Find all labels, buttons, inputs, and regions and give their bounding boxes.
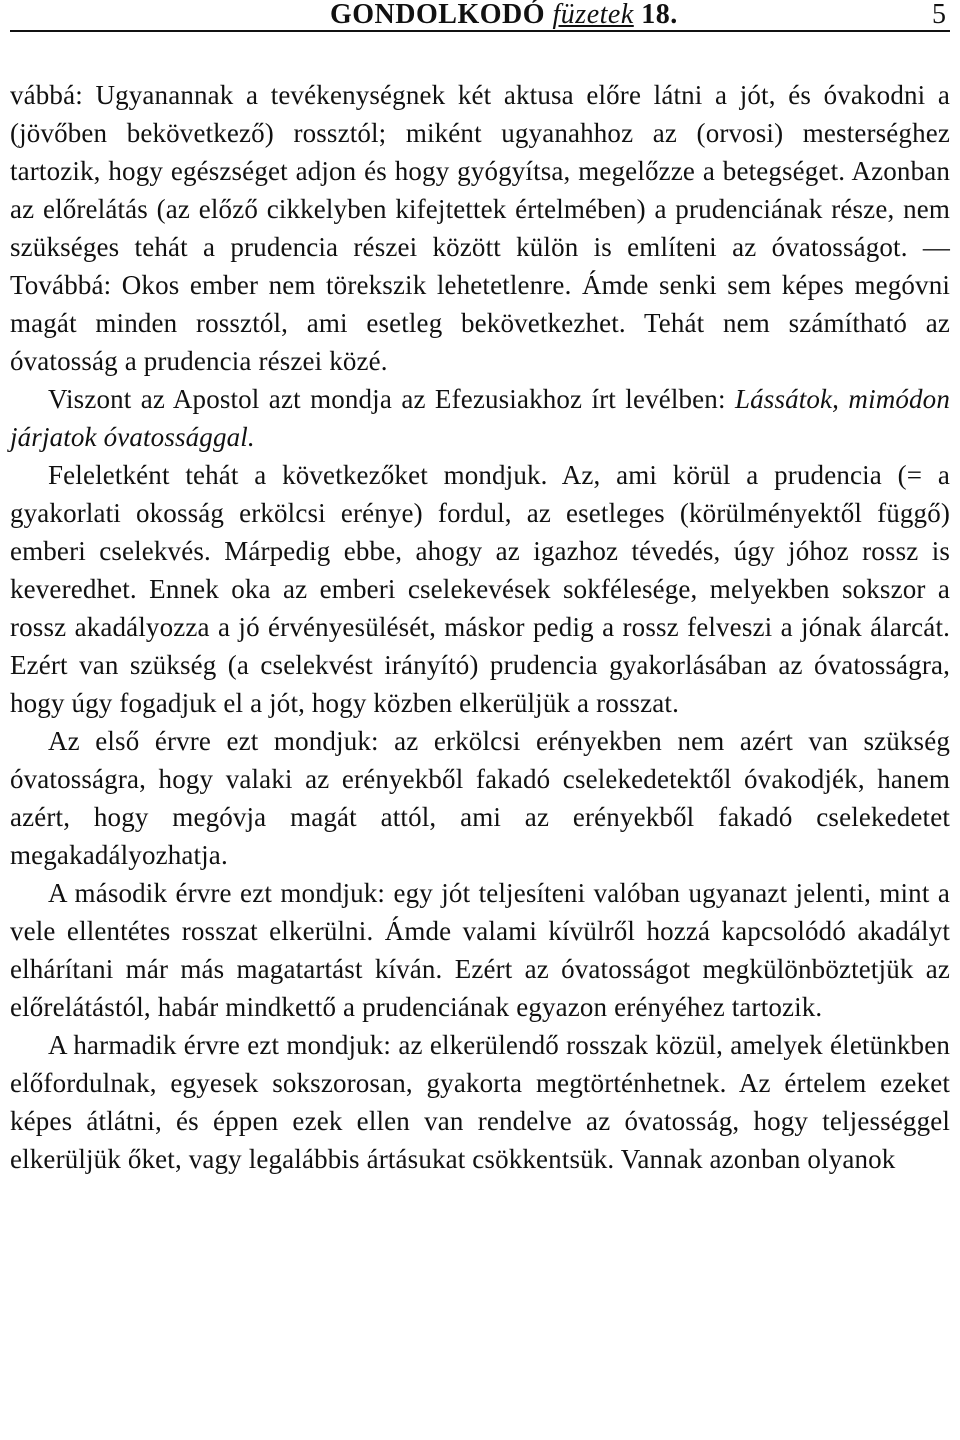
paragraph-4: Az első érvre ezt mondjuk: az erkölcsi erényekben nem azért van szükség óvatosságra, hogy valaki az erényekből fakadó cselekedetektől óvakodjék, hanem azért, hogy megóvja magát attól, ami az erényekből fakadó cselekedetet megakadályozhatja. — [10, 726, 950, 870]
journal-title: GONDOLKODÓ füzetek 18. — [330, 0, 678, 30]
paragraph-5: A második érvre ezt mondjuk: egy jót teljesíteni valóban ugyanazt jelenti, mint a vele ellentétes rosszat elkerülni. Ámde valami kívülről hozzá kapcsolódó akadályt elhárítani már más magatartást kíván. Ezért az óvatosságot megkülönböztetjük az előrelátástól, habár mindkettő a prudenciának egyazon erényéhez tartozik. — [10, 878, 950, 1022]
scripture-quote: Lássátok, mimódon járjatok óvatossággal. — [10, 384, 950, 452]
document-page — [10, 0, 950, 1178]
page-number: 5 — [932, 0, 946, 30]
issue-number: 18. — [641, 0, 678, 30]
body-text — [10, 76, 950, 1178]
paragraph-6: A harmadik érvre ezt mondjuk: az elkerülendő rosszak közül, amelyek életünkben előfordulnak, egyesek sokszorosan, gyakorta megtörténhetnek. Az értelem ezeket képes átlátni, és éppen ezek ellen van rendelve az óvatosság, hogy teljességgel elkerüljük őket, vagy legalábbis ártásukat csökkentsük. Vannak azonban olyanok — [10, 1030, 950, 1174]
running-header — [10, 0, 950, 32]
paragraph-3: Feleletként tehát a következőket mondjuk. Az, ami körül a prudencia (= a gyakorlati okosság erkölcsi erénye) fordul, az esetleges (körülményektől függő) emberi cselekvés. Márpedig ebbe, ahogy az igazhoz tévedés, úgy jóhoz rossz is keveredhet. Ennek oka az emberi cselekevések sokfélesége, melyekben sokszor a rossz akadályozza a jó érvényesülését, máskor pedig a rossz felveszi a jónak álarcát. Ezért van szükség (a cselekvést irányító) prudencia gyakorlásában az óvatosságra, hogy úgy fogadjuk el a jót, hogy közben elkerüljük a rosszat. — [10, 460, 950, 718]
paragraph-1: vábbá: Ugyanannak a tevékenységnek két aktusa előre látni a jót, és óvakodni a (jövőben bekövetkező) rossztól; miként ugyanahhoz az (orvosi) mesterséghez tartozik, hogy egészséget adjon és hogy gyógyítsa, megelőzze a betegséget. Azonban az előrelátás (az előző cikkelyben kifejtettek értelmében) a prudenciának része, nem szükséges tehát a prudencia részei között külön is említeni az óvatosságot. — Továbbá: Okos ember nem törekszik lehetetlenre. Ámde senki sem képes megóvni magát minden rossztól, ami esetleg bekövetkezhet. Tehát nem számítható az óvatosság a prudencia részei közé. — [10, 80, 950, 376]
paragraph-2: Viszont az Apostol azt mondja az Efezusiakhoz írt levélben: Lássátok, mimódon járjatok óvatossággal. — [10, 384, 950, 452]
journal-subtitle: füzetek — [552, 0, 634, 30]
